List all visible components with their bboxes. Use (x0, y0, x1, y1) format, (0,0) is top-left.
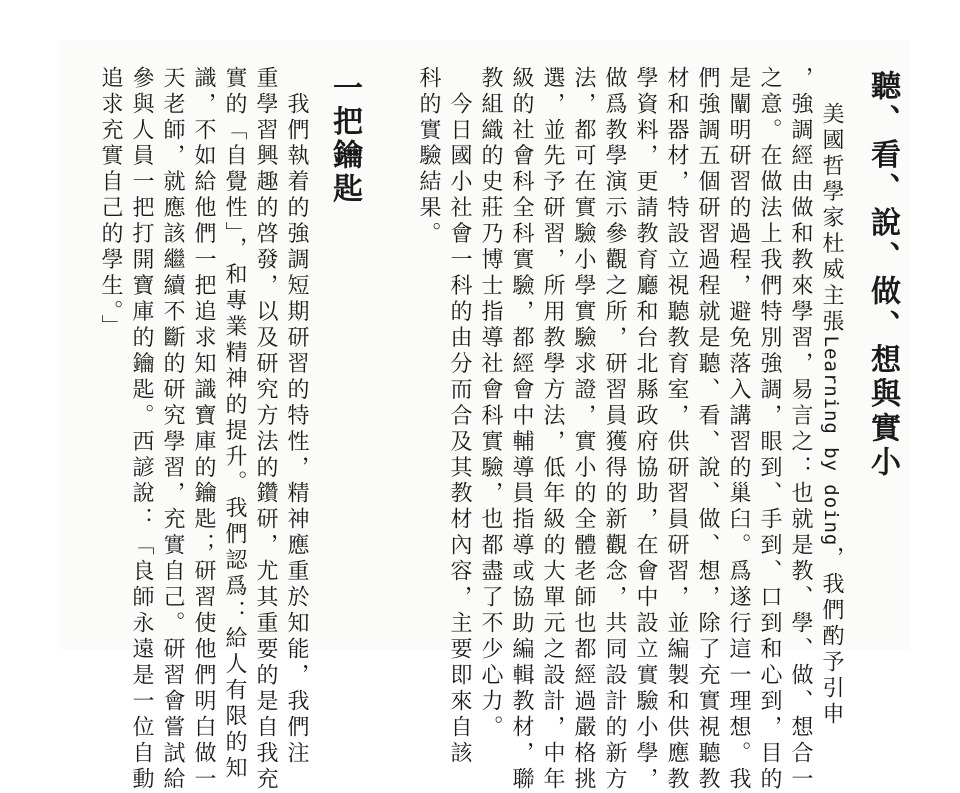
text-line-11: 級的社會科全科實驗，都經會中輔導員指導或協助編輯教材，聯 (509, 66, 534, 793)
text-line-1-pre: 美國哲學家杜威主張 (819, 102, 844, 336)
page-title: 聽、看、說、做、想與實小 (865, 70, 900, 481)
text-line-1 (820, 102, 842, 728)
text-line-7: 學資料，更請教育廳和台北縣政府協助，在會中設立實驗小學， (633, 66, 658, 793)
section-line-6: 參與人員一把打開寶庫的鑰匙。西諺說：「良師永遠是一位自動 (129, 66, 154, 793)
text-line-5: 們強調五個研習過程就是聽、看、說、做、想，除了充實視聽教 (695, 66, 720, 793)
section-line-5: 天老師，就應該繼續不斷的研究學習，充實自己。研習會嘗試給 (160, 66, 185, 793)
text-line-4: 是闡明研習的過程，避免落入講習的巢臼。爲遂行這一理想。我 (726, 66, 751, 793)
section-heading: 一把鑰匙 (327, 72, 362, 207)
text-line-2: ，強調經由做和教來學習，易言之：也就是教、學、做、想合一 (788, 66, 813, 793)
text-line-3: 之意。在做法上我們特別強調，眼到、手到、口到和心到，目的 (757, 66, 782, 793)
text-line-9: 法，都可在實驗小學實驗求證，實小的全體老師也都經過嚴格挑 (571, 66, 596, 793)
text-line-14: 科的實驗結果。 (416, 66, 441, 248)
text-line-6: 材和器材，特設立視聽教育室，供研習員研習，並編製和供應教 (664, 66, 689, 793)
scanned-page (60, 40, 910, 793)
text-line-13: 今日國小社會一科的由分而合及其教材內容，主要即來自該 (447, 66, 472, 767)
section-line-4: 識，不如給他們一把追求知識寶庫的鑰匙；研習使他們明白做一 (191, 66, 216, 793)
text-line-8: 做爲教學演示參觀之所，研習員獲得的新觀念，共同設計的新方 (602, 66, 627, 793)
text-line-1-post: ，我們酌予引申 (819, 546, 844, 728)
text-line-12: 教組織的史莊乃博士指導社會科實驗，也都盡了不少心力。 (478, 66, 503, 741)
section-line-3: 實的「自覺性」，和專業精神的提升。我們認爲：給人有限的知 (222, 66, 247, 782)
text-line-1-latin: Learning by doing (820, 335, 842, 547)
section-line-1: 我們執着的強調短期研習的特性，精神應重於知能，我們注 (284, 66, 309, 767)
section-line-7: 追求充實自己的學生。」 (98, 66, 123, 341)
section-line-2: 重學習興趣的啓發，以及研究方法的鑽研，尤其重要的是自我充 (253, 66, 278, 793)
text-line-10: 選，並先予研習，所用教學方法，低年級的大單元之設計，中年 (540, 66, 565, 793)
